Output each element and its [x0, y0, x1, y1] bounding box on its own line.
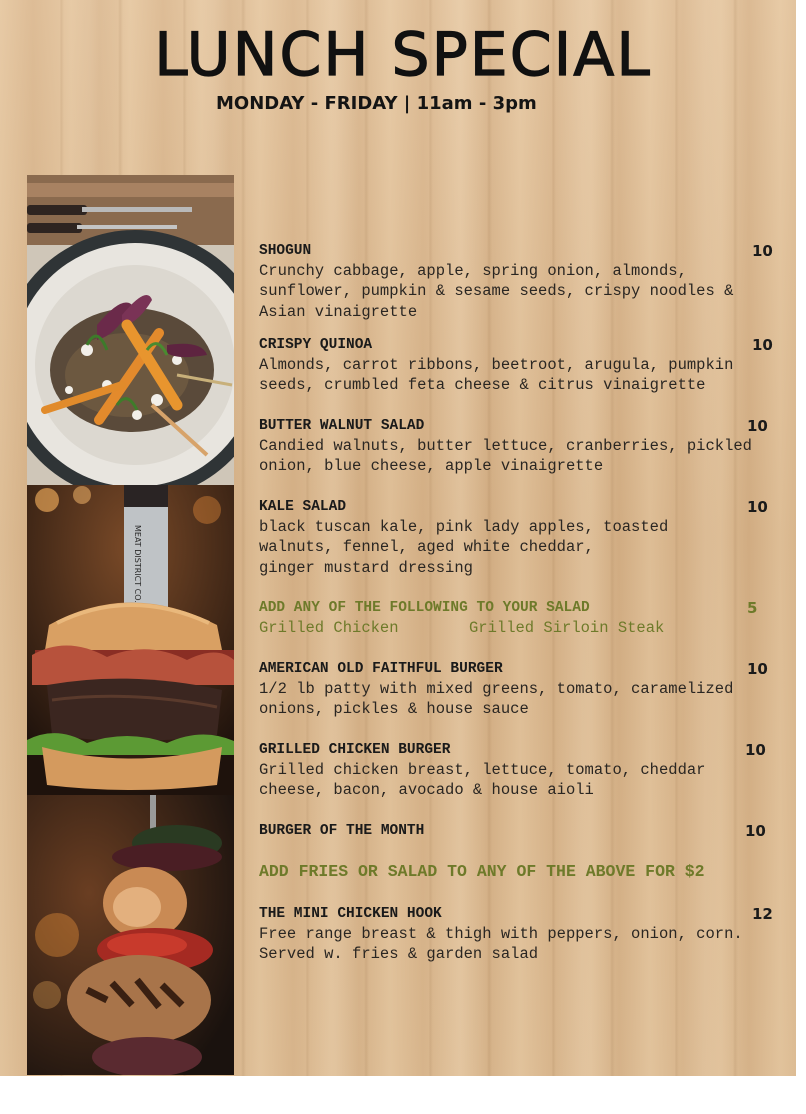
- item-description: 1/2 lb patty with mixed greens, tomato, caramelized onions, pickles & house sauce: [259, 680, 734, 719]
- knife-brand-text: MEAT DISTRICT CO.: [133, 525, 142, 603]
- item-description-line: walnuts, fennel, aged white cheddar,: [259, 538, 594, 557]
- item-name: CRISPY QUINOA: [259, 337, 373, 353]
- item-price: 10: [747, 498, 768, 516]
- item-price: 10: [745, 741, 766, 759]
- item-name: SHOGUN: [259, 243, 312, 259]
- item-description: Grilled chicken breast, lettuce, tomato, cheddar cheese, bacon, avocado & house aioli: [259, 761, 706, 800]
- item-name: AMERICAN OLD FAITHFUL BURGER: [259, 661, 503, 677]
- item-price: 10: [747, 660, 768, 678]
- menu-item-american-old-faithful-burger: [259, 659, 771, 720]
- menu-item-crispy-quinoa: [259, 335, 771, 396]
- item-price: 10: [752, 242, 773, 260]
- item-price: 12: [752, 905, 773, 923]
- item-name: GRILLED CHICKEN BURGER: [259, 742, 451, 758]
- item-name: THE MINI CHICKEN HOOK: [259, 906, 442, 922]
- menu-item-burger-of-the-month: [259, 821, 771, 841]
- addon-option: Grilled Chicken: [259, 619, 399, 637]
- item-description-line: black tuscan kale, pink lady apples, toasted: [259, 518, 669, 536]
- salad-addon: [259, 598, 771, 638]
- item-description: Almonds, carrot ribbons, beetroot, arugula, pumpkin seeds, crumbled feta cheese & citrus vinaigrette: [259, 356, 734, 395]
- item-price: 10: [752, 336, 773, 354]
- item-description: Candied walnuts, butter lettuce, cranberries, pickled onion, blue cheese, apple vinaigrette: [259, 437, 752, 476]
- item-description-line: ginger mustard dressing: [259, 558, 473, 577]
- menu-item-kale-salad: [259, 497, 771, 578]
- item-description: Crunchy cabbage, apple, spring onion, almonds, sunflower, pumpkin & sesame seeds, crispy noodles & Asian vinaigrette: [259, 262, 734, 321]
- addon-price: 5: [747, 599, 758, 617]
- menu-item-butter-walnut-salad: [259, 416, 771, 477]
- skewer-photo: [27, 795, 234, 1075]
- hours-subtitle: MONDAY - FRIDAY | 11am - 3pm: [216, 93, 537, 114]
- salad-photo: [27, 175, 234, 485]
- item-price: 10: [745, 822, 766, 840]
- item-price: 10: [747, 417, 768, 435]
- item-name: BURGER OF THE MONTH: [259, 823, 425, 839]
- item-name: KALE SALAD: [259, 499, 347, 515]
- addon-name: ADD ANY OF THE FOLLOWING TO YOUR SALAD: [259, 600, 590, 616]
- menu-item-mini-chicken-hook: [259, 904, 771, 965]
- page-title: LUNCH SPECIAL: [154, 20, 652, 90]
- item-name: BUTTER WALNUT SALAD: [259, 418, 425, 434]
- menu-item-grilled-chicken-burger: [259, 740, 771, 801]
- fries-addon-note: ADD FRIES OR SALAD TO ANY OF THE ABOVE FOR $2: [259, 862, 705, 881]
- addon-option: Grilled Sirloin Steak: [469, 619, 665, 637]
- item-description: Free range breast & thigh with peppers, onion, corn. Served w. fries & garden salad: [259, 925, 743, 964]
- menu-item-shogun: [259, 241, 771, 322]
- burger-photo: [27, 485, 234, 795]
